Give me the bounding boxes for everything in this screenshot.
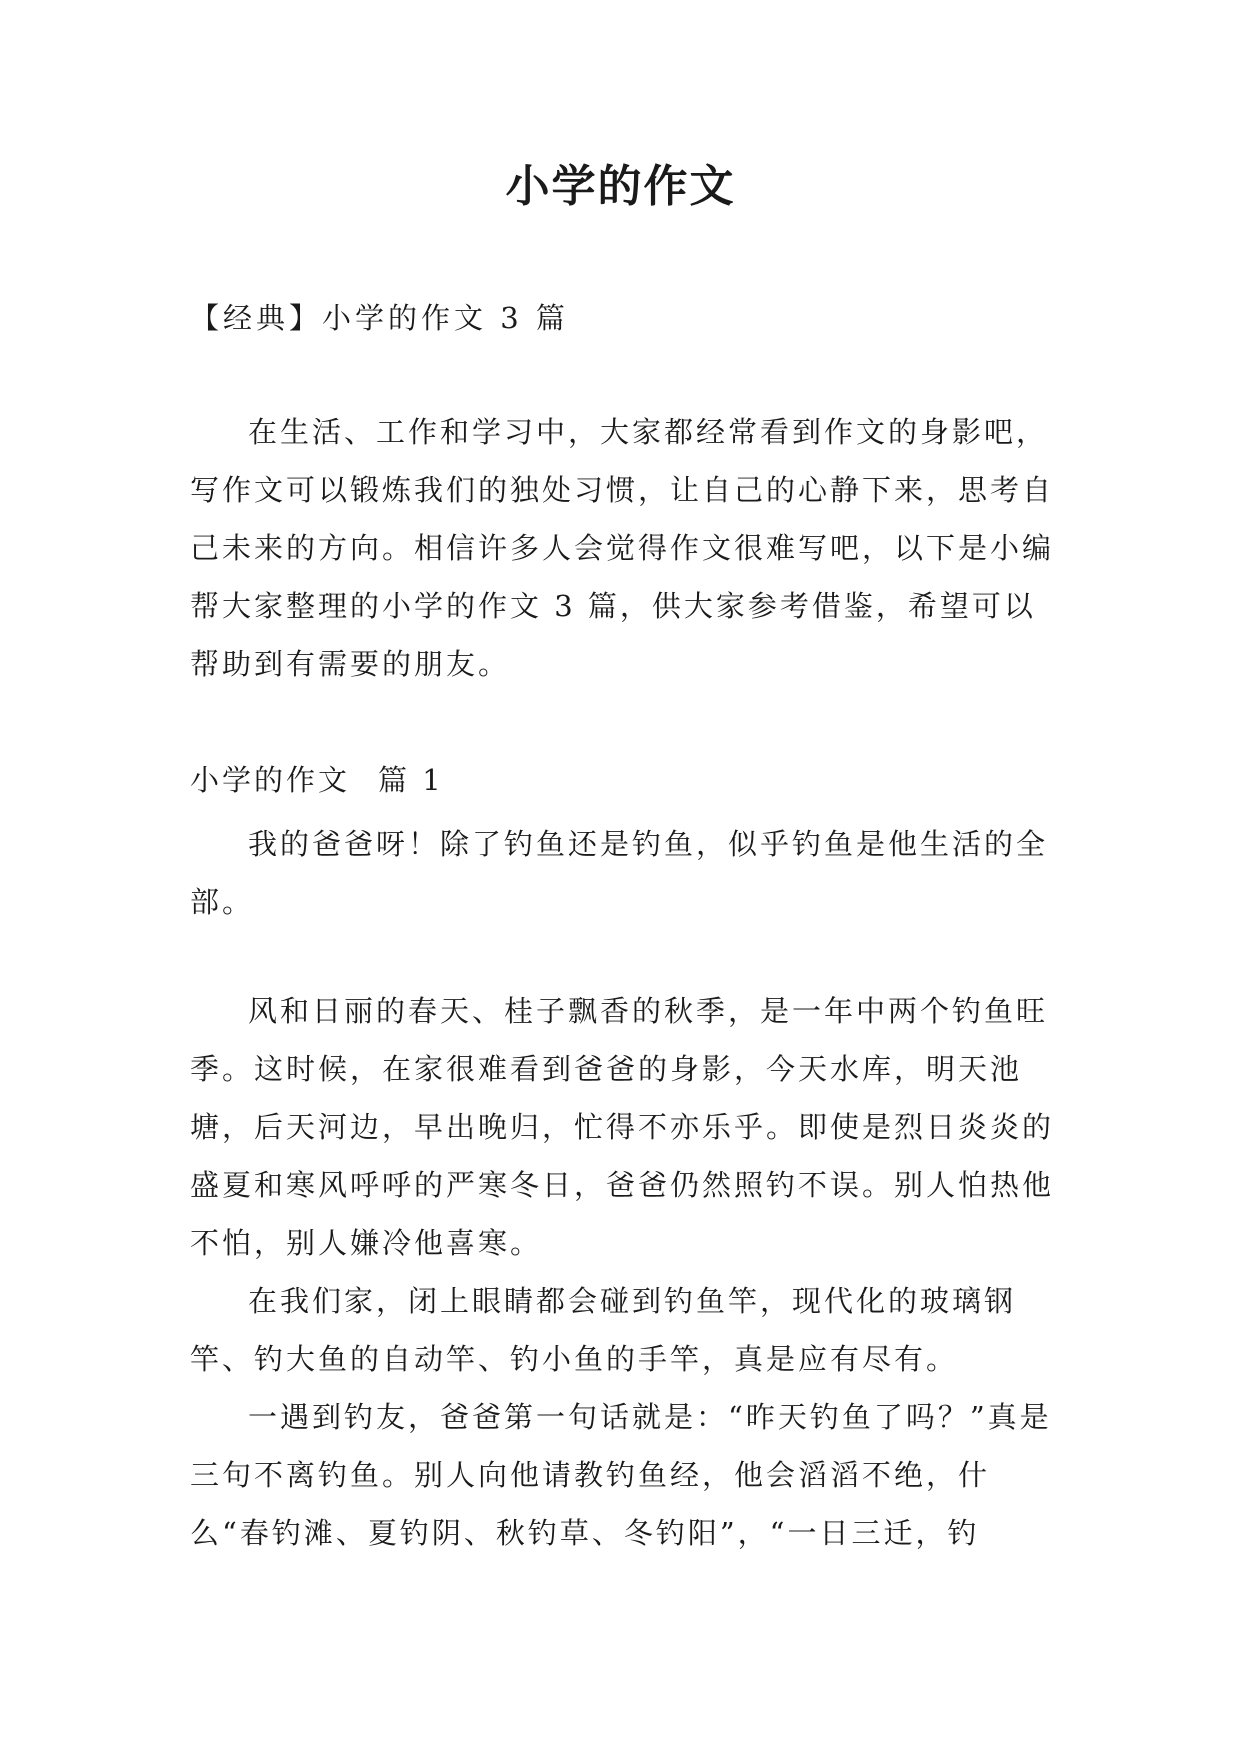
essay-paragraph: 在我们家，闭上眼睛都会碰到钓鱼竿，现代化的玻璃钢竿、钓大鱼的自动竿、钓小鱼的手竿，真是应有尽有。 <box>190 1284 1017 1376</box>
document-subtitle: 【经典】小学的作文 3 篇 <box>190 301 569 335</box>
essay-heading <box>190 758 444 799</box>
essay-paragraph: 一遇到钓友，爸爸第一句话就是：“昨天钓鱼了吗？”真是三句不离钓鱼。别人向他请教钓鱼经，他会滔滔不绝，什么“春钓滩、夏钓阴、秋钓草、冬钓阳”，“一日三迁，钓 <box>190 1400 1052 1550</box>
essay-heading-part: 篇 1 <box>378 763 444 797</box>
essay-body <box>190 982 1060 1562</box>
intro-paragraph: 在生活、工作和学习中，大家都经常看到作文的身影吧，写作文可以锻炼我们的独处习惯，让自己的心静下来，思考自己未来的方向。相信许多人会觉得作文很难写吧，以下是小编帮大家整理的小学的作文 3 篇，供大家参考借鉴，希望可以帮助到有需要的朋友。 <box>190 415 1055 681</box>
essay-paragraph: 风和日丽的春天、桂子飘香的秋季，是一年中两个钓鱼旺季。这时候，在家很难看到爸爸的身影，今天水库，明天池塘，后天河边，早出晚归，忙得不亦乐乎。即使是烈日炎炎的盛夏和寒风呼呼的严寒冬日，爸爸仍然照钓不误。别人怕热他不怕，别人嫌冷他喜寒。 <box>190 994 1055 1260</box>
essay-opening <box>190 815 1060 931</box>
page-title: 小学的作文 <box>505 161 736 212</box>
essay-heading-title: 小学的作文 <box>190 763 351 797</box>
essay-paragraph: 我的爸爸呀！除了钓鱼还是钓鱼，似乎钓鱼是他生活的全部。 <box>190 827 1049 919</box>
intro-section <box>190 403 1060 693</box>
